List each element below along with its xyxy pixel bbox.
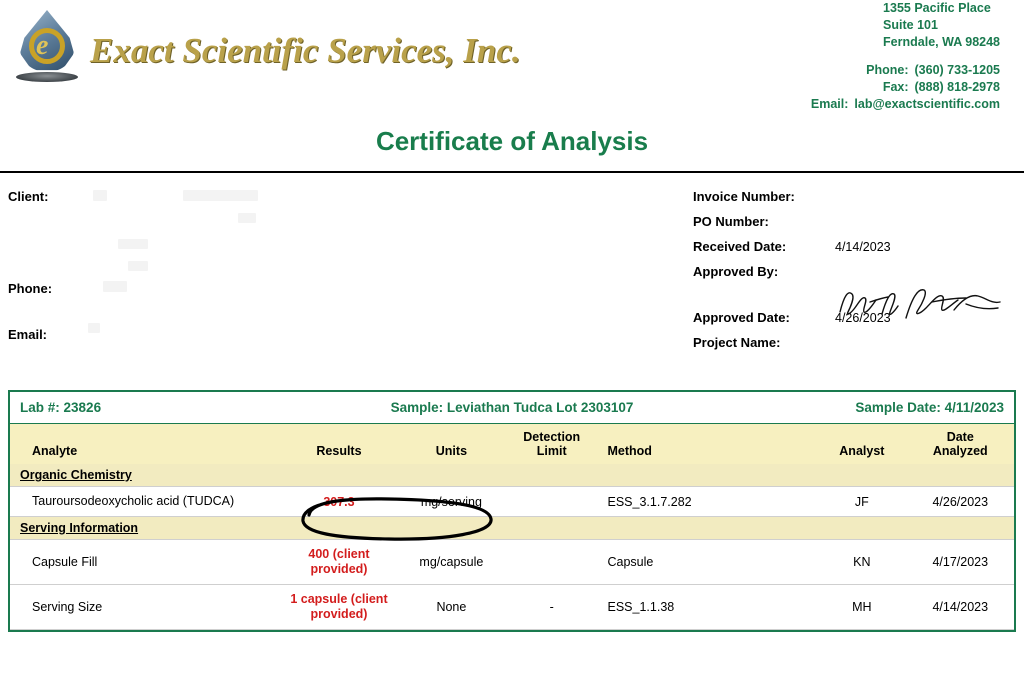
droplet-logo-icon: [16, 8, 78, 94]
table-row: [10, 585, 1014, 630]
table-row: [10, 487, 1014, 517]
cell-analyte: Tauroursodeoxycholic acid (TUDCA): [10, 487, 281, 517]
contact-fax: [811, 79, 1000, 96]
header-detection-limit-line1: Detection: [523, 430, 581, 444]
cell-date-analyzed: 4/14/2023: [907, 585, 1014, 630]
po-number-row: [693, 214, 1013, 239]
client-email-redacted: [88, 323, 100, 333]
phone-row: [8, 281, 648, 327]
sample-date: [734, 400, 1004, 415]
address-line-3: Ferndale, WA 98248: [883, 35, 1000, 49]
company-address: [883, 0, 1000, 51]
client-address-redacted: [238, 213, 256, 223]
section-header-row: [10, 517, 1014, 540]
client-address-redacted-2: [118, 239, 148, 249]
cell-analyst: MH: [817, 585, 906, 630]
client-name-redacted-2: [183, 190, 258, 201]
received-date-value: 4/14/2023: [835, 240, 891, 254]
sample-label: Sample:: [390, 400, 444, 415]
client-phone-redacted: [103, 281, 127, 292]
letter-e-glyph: e: [36, 30, 49, 61]
page-header: [0, 0, 1024, 118]
client-row: [8, 189, 648, 235]
contact-phone: [811, 62, 1000, 79]
contact-fax-label: Fax:: [882, 80, 909, 94]
sample-name: [290, 400, 734, 415]
cell-analyst: JF: [817, 487, 906, 517]
project-name-label: Project Name:: [693, 335, 781, 350]
approved-date-label: Approved Date:: [693, 310, 790, 325]
cell-detection-limit: [506, 540, 598, 585]
results-report: [8, 390, 1016, 632]
lab-number-value: 23826: [63, 400, 102, 415]
header-date-line2: Analyzed: [932, 444, 988, 458]
invoice-number-label: Invoice Number:: [693, 189, 795, 204]
approved-by-row: [693, 264, 1013, 310]
contact-phone-value: (360) 733-1205: [914, 63, 1000, 77]
cell-analyst: KN: [817, 540, 906, 585]
cell-analyte: Capsule Fill: [10, 540, 281, 585]
client-name-redacted: [93, 190, 107, 201]
header-results: Results: [281, 424, 397, 464]
invoice-number-row: [693, 189, 1013, 214]
cell-units: mg/capsule: [397, 540, 506, 585]
cell-method: ESS_3.1.7.282: [598, 487, 818, 517]
address-line-2: Suite 101: [883, 18, 938, 32]
lab-number-label: Lab #:: [20, 400, 60, 415]
section-title-cell: [10, 464, 1014, 487]
approved-date-value: 4/26/2023: [835, 311, 891, 325]
lab-number: [20, 400, 290, 415]
client-info-block: [8, 189, 648, 373]
approved-by-label: Approved By:: [693, 264, 779, 279]
section-title: Organic Chemistry: [20, 468, 132, 482]
table-row: [10, 540, 1014, 585]
sample-date-label: Sample Date:: [855, 400, 941, 415]
cell-detection-limit: -: [506, 585, 598, 630]
contact-fax-value: (888) 818-2978: [914, 80, 1000, 94]
sample-bar: [10, 392, 1014, 424]
sample-value: Leviathan Tudca Lot 2303107: [446, 400, 634, 415]
contact-phone-label: Phone:: [866, 63, 909, 77]
header-detection-limit-line2: Limit: [536, 444, 567, 458]
contact-email-value: lab@exactscientific.com: [854, 97, 1000, 111]
results-table: [10, 424, 1014, 630]
cell-date-analyzed: 4/26/2023: [907, 487, 1014, 517]
cell-date-analyzed: 4/17/2023: [907, 540, 1014, 585]
header-detection-limit: [506, 424, 598, 464]
header-analyte: Analyte: [10, 424, 281, 464]
header-method: Method: [598, 424, 818, 464]
header-date-analyzed: [907, 424, 1014, 464]
page-title: Certificate of Analysis: [375, 126, 649, 156]
header-date-line1: Date: [946, 430, 974, 444]
header-analyst: Analyst: [817, 424, 906, 464]
table-header-row: [10, 424, 1014, 464]
sample-date-value: 4/11/2023: [944, 400, 1004, 415]
cell-detection-limit: [506, 487, 598, 517]
cell-results: 1 capsule (client provided): [281, 585, 397, 630]
cell-units: mg/serving: [397, 487, 506, 517]
cell-method: ESS_1.1.38: [598, 585, 818, 630]
company-contacts: [811, 62, 1000, 113]
section-title-cell: [10, 517, 1014, 540]
received-date-row: [693, 239, 1013, 264]
header-units: Units: [397, 424, 506, 464]
address-line-1: 1355 Pacific Place: [883, 1, 991, 15]
company-name: Exact Scientific Services, Inc.: [90, 31, 521, 70]
cell-method: Capsule: [598, 540, 818, 585]
approved-date-row: [693, 310, 1013, 335]
section-title: Serving Information: [20, 521, 139, 535]
project-name-row: [693, 335, 1013, 360]
section-header-row: [10, 464, 1014, 487]
client-email-label: Email:: [8, 327, 48, 342]
cell-analyte: Serving Size: [10, 585, 281, 630]
client-address-redacted-3: [128, 261, 148, 271]
contact-email-label: Email:: [810, 97, 849, 111]
email-row: [8, 327, 648, 373]
logo-base-shadow: [16, 72, 78, 82]
contact-email: [811, 96, 1000, 113]
cell-units: None: [397, 585, 506, 630]
received-date-label: Received Date:: [693, 239, 787, 254]
client-address-row: [8, 235, 648, 281]
client-label: Client:: [8, 189, 49, 204]
company-logo: [16, 8, 521, 94]
order-info-block: [693, 189, 1013, 360]
client-phone-label: Phone:: [8, 281, 53, 296]
info-section: [0, 173, 1024, 359]
cell-results: 400 (client provided): [281, 540, 397, 585]
cell-results: 307.3: [281, 487, 397, 517]
po-number-label: PO Number:: [693, 214, 769, 229]
